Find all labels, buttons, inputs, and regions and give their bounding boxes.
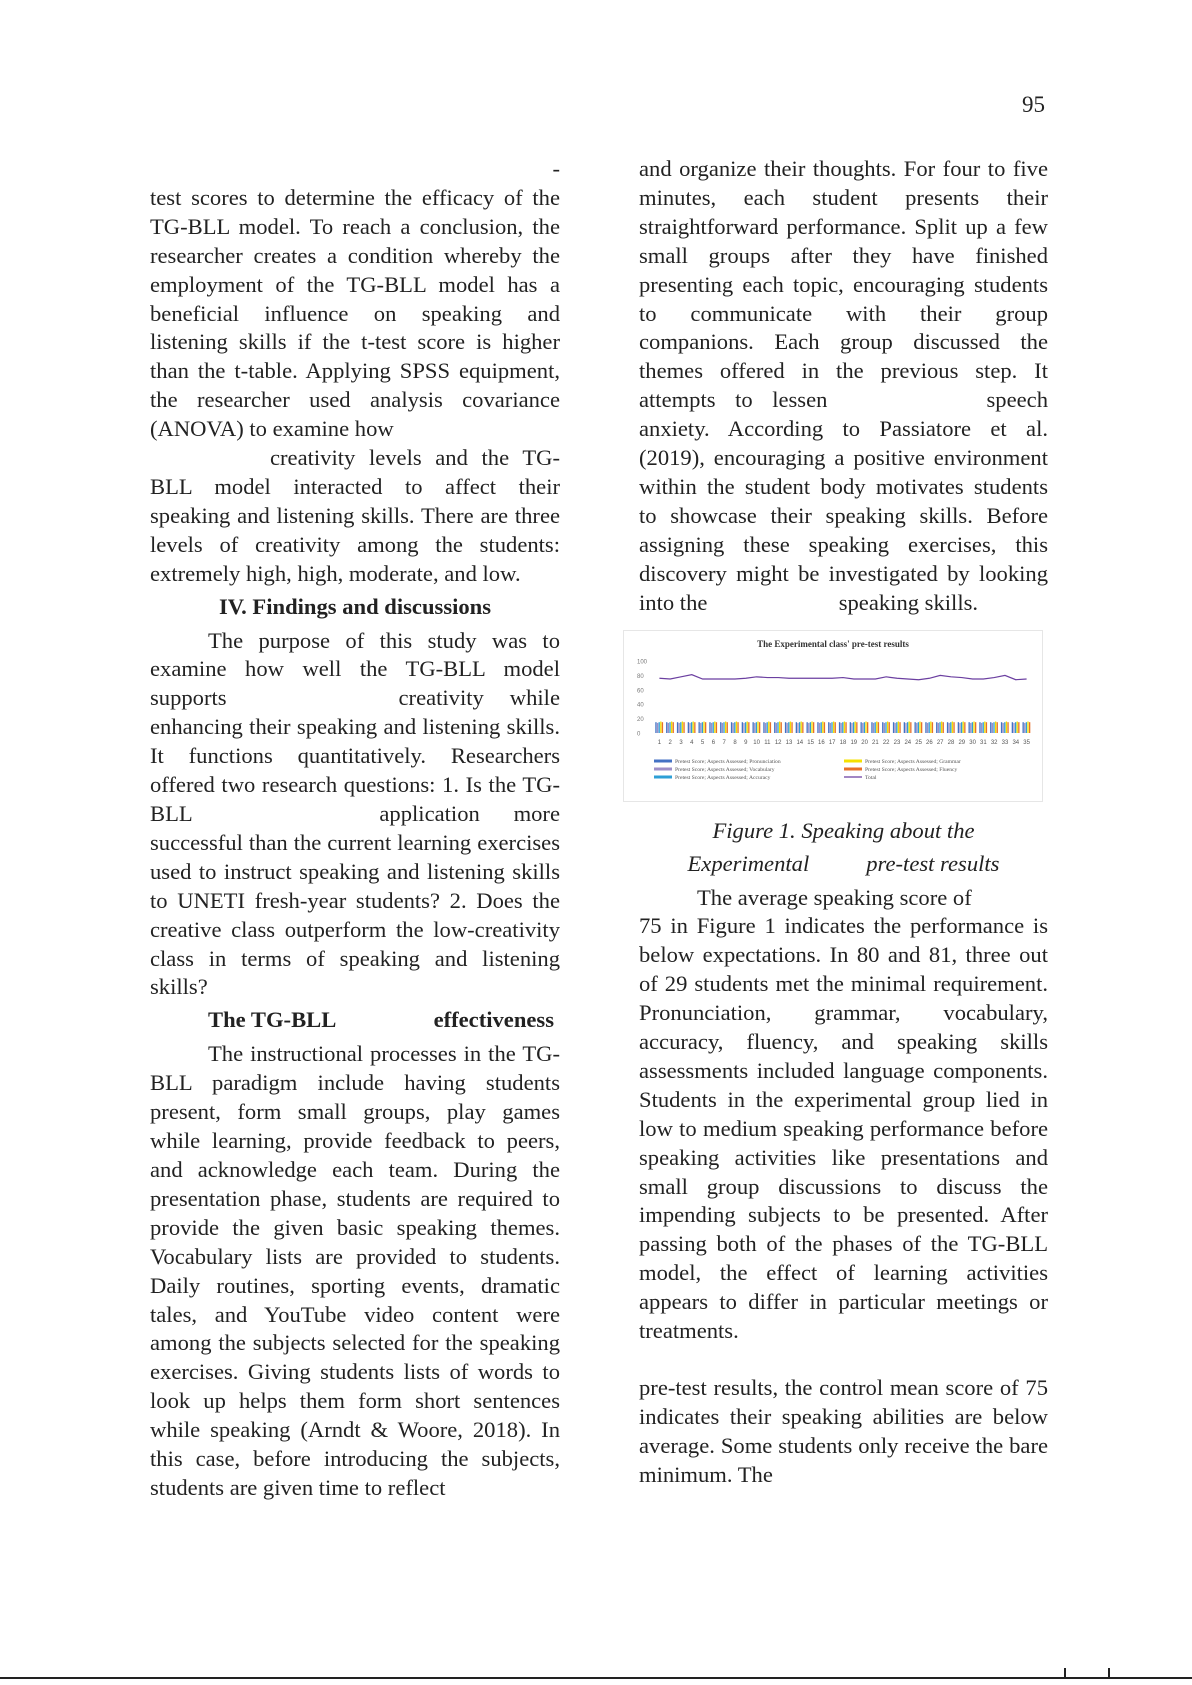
bar: [896, 722, 897, 733]
x-tick-label: 14: [796, 739, 804, 746]
x-tick-label: 19: [850, 739, 858, 746]
bar: [1013, 722, 1014, 732]
x-tick-label: 25: [915, 739, 922, 746]
bar: [752, 722, 753, 733]
bar: [799, 722, 800, 733]
bar: [716, 722, 717, 733]
bar: [819, 722, 820, 732]
legend-label: Pretest Score; Aspects Assessed; Fluency: [865, 766, 958, 773]
bar: [941, 721, 942, 733]
bar: [737, 722, 738, 733]
bar: [824, 722, 825, 733]
bar: [963, 721, 964, 733]
bar: [964, 722, 965, 733]
bar: [1024, 722, 1025, 732]
bar: [711, 722, 712, 732]
x-tick-label: 15: [807, 739, 814, 746]
bar: [865, 721, 866, 733]
bar: [720, 722, 721, 733]
bar: [776, 722, 777, 732]
bar: [779, 721, 780, 733]
bar: [655, 722, 656, 733]
bar: [992, 722, 993, 732]
bar: [806, 722, 807, 733]
y-tick-label: 20: [637, 716, 644, 723]
bar: [657, 722, 658, 732]
bar: [898, 721, 899, 733]
bar: [756, 722, 757, 733]
bar: [893, 722, 894, 733]
bar: [821, 722, 822, 733]
paragraph: creativity levels and the TG-BLL model interacted to affect their speaking and listening skills. There are three levels of creativity among the students: extremely high, high, moderate, and low.: [150, 445, 560, 586]
x-tick-label: 26: [926, 739, 933, 746]
bar: [875, 722, 876, 733]
x-tick-label: 30: [969, 739, 976, 746]
x-tick-label: 6: [711, 739, 716, 746]
bar: [787, 722, 788, 732]
bar: [688, 722, 689, 733]
bar: [990, 722, 991, 733]
bar: [680, 722, 681, 733]
y-tick-label: 80: [637, 673, 644, 680]
bar: [702, 722, 703, 733]
x-tick-label: 22: [882, 739, 890, 746]
bar: [993, 722, 994, 733]
figure-chart: [623, 630, 1043, 802]
bar: [785, 722, 786, 733]
bar: [722, 722, 723, 732]
bar: [689, 722, 690, 732]
bar: [822, 721, 823, 733]
bar: [763, 722, 764, 733]
hyphen-continuation: -: [552, 156, 560, 181]
x-tick-label: 23: [893, 739, 901, 746]
bar: [810, 722, 811, 733]
bar: [788, 722, 789, 733]
bar: [939, 722, 940, 733]
bar: [873, 722, 874, 732]
bar: [747, 721, 748, 733]
legend-swatch: [654, 775, 672, 778]
bar: [691, 722, 692, 733]
paragraph: The average speaking score of 75 in Figure 1 indicates the performance is below expectations. In 80 and 81, three out of 29 students met the minimal requirement. Pronunciation, grammar, vocabulary, accuracy, fluency, and speaking skills assessments included language components. Students in the experimental group lied in low to medium speaking performance before speaking activities like presentations and small group discussions to discuss the impending subjects to be presented. After passing both of the phases of the TG-BLL model, the effect of learning activities appears to differ in particular meetings or treatments.: [639, 884, 1048, 1344]
bar: [953, 722, 954, 733]
bar: [844, 721, 845, 733]
bar: [851, 722, 852, 732]
x-tick-label: 11: [764, 739, 771, 746]
bar: [855, 721, 856, 733]
bar: [727, 722, 728, 733]
x-tick-label: 20: [861, 739, 868, 746]
bar: [986, 722, 987, 733]
paragraph: The purpose of this study was to examine how well the TG-BLL model supports creativity while enhancing their speaking and listening skills. It functions quantitatively. Researchers offered two research questions: 1. Is the TG-BLL application more successful than the current learning exercises used to instruct speaking and listening skills to UNETI fresh-year students? 2. Does the creative class outperform the low-creativity class in terms of speaking and listening skills?: [150, 627, 560, 1000]
bar: [1029, 722, 1030, 733]
bar: [997, 722, 998, 733]
bar: [947, 722, 948, 733]
legend-swatch: [844, 767, 862, 770]
bar: [666, 722, 667, 733]
bar: [770, 722, 771, 733]
bar: [884, 722, 885, 732]
bar: [862, 722, 863, 732]
bar: [682, 721, 683, 733]
bar: [811, 721, 812, 733]
paragraph: pre-test results, the control mean score of 75 indicates their speaking abilities are below average. Some students only receive the bare minimum. The: [639, 1375, 1048, 1487]
bar: [813, 722, 814, 733]
x-tick-label: 7: [722, 739, 726, 746]
bar: [970, 722, 971, 732]
bar: [709, 722, 710, 733]
bar: [907, 722, 908, 733]
bar: [791, 722, 792, 733]
page-bottom-tick: [1108, 1668, 1110, 1678]
bar: [927, 722, 928, 732]
bar: [839, 722, 840, 733]
bar: [885, 722, 886, 733]
bar: [860, 722, 861, 733]
bar: [950, 722, 951, 733]
bar: [949, 722, 950, 732]
bar: [1017, 721, 1018, 733]
bar: [918, 722, 919, 733]
bar: [802, 722, 803, 733]
bar: [1012, 722, 1013, 733]
bar: [929, 722, 930, 733]
x-tick-label: 3: [679, 739, 683, 746]
bar: [734, 722, 735, 733]
pretest-chart-svg: [624, 631, 1042, 801]
legend-label: Pretest Score; Aspects Assessed; Grammar: [865, 758, 961, 765]
bar: [831, 722, 832, 733]
right-column: [639, 155, 1048, 1490]
bar: [961, 722, 962, 733]
bar: [754, 722, 755, 732]
bar: [671, 721, 672, 733]
bar: [703, 721, 704, 733]
x-tick-label: 10: [753, 739, 760, 746]
bar: [733, 722, 734, 732]
bar: [693, 721, 694, 733]
bar: [867, 722, 868, 733]
bar: [959, 722, 960, 732]
legend-label: Pretest Score; Aspects Assessed; Pronunciation: [675, 758, 781, 765]
y-tick-label: 0: [637, 731, 641, 737]
bar: [683, 722, 684, 733]
bar: [731, 722, 732, 733]
bar: [904, 722, 905, 733]
bar: [889, 722, 890, 733]
bar: [700, 722, 701, 732]
bar: [850, 722, 851, 733]
bar: [1004, 722, 1005, 733]
bar: [919, 721, 920, 733]
total-line: [659, 674, 1026, 679]
bar: [1001, 722, 1002, 733]
x-tick-label: 13: [785, 739, 793, 746]
legend-swatch: [844, 759, 862, 762]
bar: [725, 721, 726, 733]
x-tick-label: 24: [904, 739, 912, 746]
bar: [797, 722, 798, 732]
bar: [984, 721, 985, 733]
bar: [1006, 721, 1007, 733]
bar: [1022, 722, 1023, 733]
bar: [659, 722, 660, 733]
bar: [765, 722, 766, 732]
chart-title: The Experimental class' pre-test results: [757, 638, 909, 649]
bar: [914, 722, 915, 733]
bar: [736, 721, 737, 733]
bar: [790, 721, 791, 733]
x-tick-label: 17: [828, 739, 836, 746]
subsection-heading-effectiveness: The TG-BLL effectiveness: [208, 1007, 554, 1033]
x-tick-label: 4: [690, 739, 694, 746]
bar: [909, 721, 910, 733]
bar: [841, 722, 842, 732]
bar: [882, 722, 883, 733]
page-bottom-tick: [1064, 1668, 1066, 1678]
x-tick-label: 8: [733, 739, 737, 746]
bar: [1007, 722, 1008, 733]
bar: [835, 722, 836, 733]
x-tick-label: 12: [774, 739, 782, 746]
bar: [713, 722, 714, 733]
bar: [983, 722, 984, 733]
bar: [936, 722, 937, 733]
x-tick-label: 35: [1023, 739, 1030, 746]
bar: [887, 721, 888, 733]
legend-label: Total: [865, 774, 877, 781]
legend-label: Pretest Score; Aspects Assessed; Vocabulary: [675, 766, 775, 773]
bar: [895, 722, 896, 732]
bar: [968, 722, 969, 733]
x-tick-label: 34: [1012, 739, 1020, 746]
bar: [930, 721, 931, 733]
x-tick-label: 32: [990, 739, 998, 746]
bar: [871, 722, 872, 733]
bar: [781, 722, 782, 733]
bar: [757, 721, 758, 733]
bar: [856, 722, 857, 733]
bar: [759, 722, 760, 733]
bar: [817, 722, 818, 733]
bar: [669, 722, 670, 733]
bar: [958, 722, 959, 733]
bar: [972, 722, 973, 733]
bar: [995, 721, 996, 733]
bar: [679, 722, 680, 732]
bar: [973, 721, 974, 733]
bar: [845, 722, 846, 733]
bar: [981, 722, 982, 732]
bar: [828, 722, 829, 733]
bar: [796, 722, 797, 733]
bar: [1015, 722, 1016, 733]
bar: [742, 722, 743, 733]
bar: [801, 721, 802, 733]
bar: [808, 722, 809, 732]
bar: [905, 722, 906, 732]
bar: [932, 722, 933, 733]
x-tick-label: 28: [947, 739, 955, 746]
legend-label: Pretest Score; Aspects Assessed; Accuracy: [675, 774, 771, 781]
section-heading-findings: IV. Findings and discussions: [218, 593, 492, 619]
x-tick-label: 1: [657, 739, 662, 746]
bar: [1018, 722, 1019, 733]
bar: [677, 722, 678, 733]
bar: [910, 722, 911, 733]
bar: [660, 721, 661, 733]
bar: [714, 721, 715, 733]
bar: [853, 722, 854, 733]
legend-swatch: [654, 759, 672, 762]
bar: [1027, 721, 1028, 733]
page-number: 95: [1022, 92, 1045, 117]
paragraph: The instructional processes in the TG-BLL paradigm include having students present, form small groups, play games while learning, provide feedback to peers, and acknowledge each team. During the presentation phase, students are required to provide the given basic speaking themes. Vocabulary lists are provided to students. Daily routines, sporting events, dramatic tales, and YouTube video content were among the subjects selected for the speaking exercises. Giving students lists of words to look up helps them form short sentences while speaking (Arndt & Woore, 2018). In this case, before introducing the subjects, students are given time to reflect: [150, 1041, 560, 1500]
y-tick-label: 60: [637, 687, 644, 694]
paragraph: and organize their thoughts. For four to five minutes, each student presents their straightforward performance. Split up a few small groups after they have finished presenting each topic, encouraging students to communicate with their group companions. Each group discussed the themes offered in the previous step. It attempts to lessen speech anxiety. According to Passiatore et al. (2019), encouraging a positive environment within the student body motivates students to showcase their speaking skills. Before assigning these speaking exercises, this discovery might be investigated by looking into the speaking skills.: [639, 156, 1048, 615]
bar: [916, 722, 917, 732]
bar: [899, 722, 900, 733]
paragraph: test scores to determine the efficacy of the TG-BLL model. To reach a conclusion, the researcher creates a condition whereby the employment of the TG-BLL model has a beneficial influence on speaking and listening skills if the t-test score is higher than the t-table. Applying SPSS equipment, the researcher used analysis covariance (ANOVA) to examine how: [150, 184, 560, 442]
bar: [876, 721, 877, 733]
y-tick-label: 100: [637, 659, 648, 665]
x-tick-label: 27: [936, 739, 944, 746]
x-tick-label: 5: [700, 739, 705, 746]
figure-caption: Figure 1. Speaking about the Experimental pre-test results: [687, 817, 1000, 876]
x-tick-label: 9: [744, 739, 748, 746]
bar: [938, 722, 939, 732]
bar: [705, 722, 706, 733]
x-tick-label: 29: [958, 739, 966, 746]
x-tick-label: 16: [818, 739, 825, 746]
bar: [842, 722, 843, 733]
bar: [743, 722, 744, 732]
bar: [830, 722, 831, 732]
bar: [979, 722, 980, 733]
x-tick-label: 21: [872, 739, 879, 746]
bar: [864, 722, 865, 733]
bar: [1003, 722, 1004, 732]
bar: [694, 722, 695, 733]
y-tick-label: 40: [637, 702, 644, 709]
x-tick-label: 33: [1001, 739, 1009, 746]
bar: [952, 721, 953, 733]
bar: [723, 722, 724, 733]
x-tick-label: 18: [839, 739, 847, 746]
bar: [943, 722, 944, 733]
bar: [774, 722, 775, 733]
bar: [833, 721, 834, 733]
bar: [748, 722, 749, 733]
bar: [662, 722, 663, 733]
left-column: [150, 155, 560, 1503]
bar: [767, 722, 768, 733]
bar: [673, 722, 674, 733]
page-bottom-rule: [0, 1677, 1192, 1679]
bar: [668, 722, 669, 732]
bar: [1026, 722, 1027, 733]
bar: [768, 721, 769, 733]
x-tick-label: 2: [668, 739, 672, 746]
bar: [745, 722, 746, 733]
bar: [698, 722, 699, 733]
x-tick-label: 31: [980, 739, 987, 746]
bar: [878, 722, 879, 733]
bar: [921, 722, 922, 733]
legend-swatch: [654, 767, 672, 770]
bar: [975, 722, 976, 733]
bar: [777, 722, 778, 733]
bar: [925, 722, 926, 733]
